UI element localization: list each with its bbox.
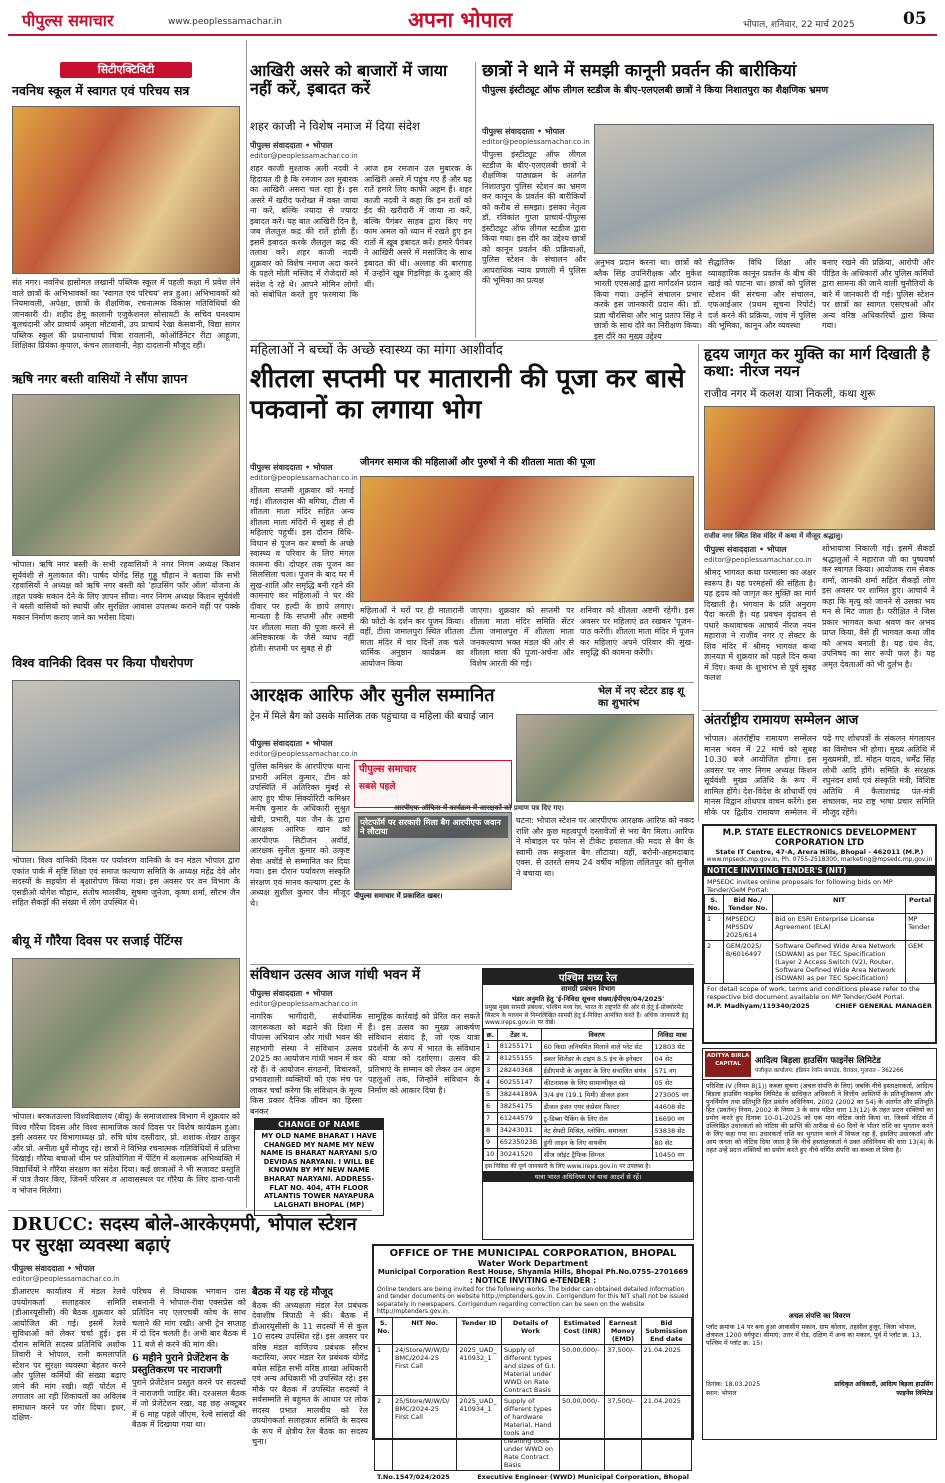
table-cell: 2 (484, 1052, 498, 1064)
table-cell: 12803 सेट (652, 1040, 692, 1052)
sheetla-article (250, 344, 694, 678)
byline: पीपुल्स संवाददाता • भोपाल (12, 1264, 95, 1273)
table-cell: 38254175 (497, 1100, 541, 1112)
ad-property: प्लॉट क्रमांक 14 पर बना हुआ आवासीय मकान, ग्राम कोलार, तहसील हुजूर, जिला भोपाल, क्षेत्रफल 1200 वर्गफुट। सीमाएं: उत्तर में रोड, दक्षिण में अन्य का मकान, पूर्व में प्लॉट क्र. 13, पश्चिम में प्लॉट क्र. 15। (706, 1323, 922, 1347)
ad-dept: Water Work Department (477, 1259, 589, 1268)
table-cell: 1 (484, 1040, 498, 1052)
table-cell: 4 (484, 1076, 498, 1088)
byline: पीपुल्स संवाददाता • भोपाल (250, 989, 333, 998)
ad-intro: प्रमुख मुख्य सामग्री प्रबंधक, पश्चिम मध्य रेल, भारत के राष्ट्रपति की ओर से हेतु ई-प्रोक्योरमेंट सिस्टम के माध्यम से निम्नलिखित सामग्री हेतु ई-निविदा आमंत्रित करते हैं। अधिक जानकारी हेतु www.ireps.gov.in पर देखें। (485, 1004, 689, 1026)
col-header: S. No. (375, 1317, 393, 1344)
article-headline: शीतला सप्तमी पर मातारानी की पूजा कर बासे पकवानों का लगाया भोग (250, 364, 685, 426)
arif-article (250, 686, 514, 962)
table-cell: 21.04.2025 (641, 1395, 691, 1470)
table-cell: डीजल इंजन एयर कंप्रेसर फिल्टर (541, 1100, 652, 1112)
law-students-article (478, 61, 937, 341)
table-cell: नेट सेफ्टी मिश्रित, ग्लोविंग, समानता (541, 1124, 652, 1136)
table-cell: 5 (484, 1088, 498, 1100)
ad-heading: M.P. STATE ELECTRONICS DEVELOPMENT CORPORATION LTD (722, 828, 917, 848)
byline: पीपुल्स संवाददाता • भोपाल (250, 141, 333, 150)
table-cell: 3/4 इंच (19.1 मिमी) डीजल इंजन (541, 1088, 652, 1100)
table-cell: MP Tender (906, 914, 935, 941)
table-row (484, 1100, 693, 1112)
photo-caption: जीनगर समाज की महिलाओं और पुरुषों ने की शीतला माता की पूजा (360, 457, 596, 468)
article-headline: छात्रों ने थाने में समझी कानूनी प्रवर्तन की बारीकियां (482, 61, 797, 81)
article-body: शोभायात्रा निकाली गई। इसमें सैकड़ों श्रद्धालुओं ने महाराज जी का पुष्पवर्षा कर स्वागत किया। आयोजक राम सेवक शर्मा, जानकी शर्मा सहित सैकड़ों लोग इस अवसर पर शामिल हुए। आचार्य ने कहा कि मृत्यु को जानने से उसका भय मन से मिट जाता है। परीक्षित ने जिस प्रकार भागवत कथा श्रवण कर अभय प्राप्त किया, वैसे ही भागवत कथा जीव को अभय बनाती है। यह ग्रंथ वेद, उपनिषद का सार रूपी फल है। यह अमृत देवताओं को भी दुर्लभ है। (822, 544, 935, 669)
article-deck: शहर काजी ने विशेष नमाज में दिया संदेश (250, 119, 420, 133)
ad-body: परिशिष्ट IV (नियम 8(1)) कब्जा सूचना (अचल संपत्ति के लिए) जबकि नीचे हस्ताक्षरकर्ता, आदित्य बिड़ला हाउसिंग फाइनेंस लिमिटेड के प्राधिकृत अधिकारी ने वित्तीय आस्तियों के प्रतिभूतिकरण और पुनर्निर्माण तथा प्रतिभूति हित प्रवर्तन अधिनियम, 2002 (2002 का 54) के अंतर्गत और प्रतिभूति हित (प्रवर्तन) नियम, 2002 के नियम 3 के साथ पठित धारा 13(12) के तहत प्रदत्त शक्तियों का प्रयोग करते हुए दिनांक 10-01-2025 को एक मांग नोटिस जारी किया था, जिसमें नोटिस में उल्लिखित उधारकर्ता को नोटिस की प्राप्ति की तारीख से 60 दिनों के भीतर राशि का भुगतान करने के लिए कहा गया था। उधारकर्ता राशि का भुगतान करने में विफल रहा है, इसलिए उधारकर्ता और आम जनता को नोटिस दिया जाता है कि नीचे हस्ताक्षरकर्ता ने उक्त अधिनियम की धारा 13(4) के तहत उन्हें प्रदत्त शक्तियों का प्रयोग करते हुए नीचे वर्णित संपत्ति का कब्जा ले लिया है। (706, 1082, 933, 1154)
table-cell: 571 नग (652, 1064, 692, 1076)
table-cell: 16690 नग (652, 1112, 692, 1124)
email-link[interactable]: editor@peoplessamachar.co.in (704, 556, 812, 564)
article-title: ऋषि नगर बस्ती वासियों ने सौंपा ज्ञापन (12, 371, 188, 386)
company-address: पंजीकृत कार्यालय: इंडियन रेयॉन कंपाउंड, वेरावल, गुजरात - 362266 (755, 1067, 904, 1074)
article-body: शनिवार को शीतला अष्टमी रहेगी। इस अवसर पर महिलाएं व्रत रखकर 'पूजन-पाठ करेंगी। शीतला माता मंदिर में पूजन कर महिलाएं अपने परिवार की सुख-समृद्धि की कामना करेंगी। (580, 606, 694, 657)
email-link[interactable]: editor@peoplessamachar.co.in (250, 750, 358, 758)
ad-footer: इस निविदा की पूर्ण जानकारी के लिए www.ireps.gov.in पर उपलब्ध है। (485, 1162, 651, 1170)
table-cell: 81255171 (497, 1040, 541, 1052)
table-row (484, 1136, 693, 1148)
dateline: भोपाल, शनिवार, 22 मार्च 2025 (743, 20, 855, 30)
rpf-honour-photo (516, 714, 694, 802)
table-cell: 2 (705, 941, 724, 984)
table-cell: Bid on ESRI Enterprise License Agreement (ELA) (773, 914, 906, 941)
table-row (484, 1076, 693, 1088)
ad-subheading: अचल संपत्ति का विवरण (788, 1312, 851, 1320)
table-cell: 44608 सेट (652, 1100, 692, 1112)
page-number: 05 (903, 9, 927, 29)
article-body: बनाए रखने की प्रक्रिया, आरोपी और पीड़ित के अधिकारों और पुलिस कर्मियों द्वारा सामना की जाने वाली चुनौतियों के बारे में जानकारी दी गई। पुलिस स्टेशन पर छात्रों का स्वागत एसएचओ और अन्य वरिष्ठ अधिकारियों द्वारा किया गया। (822, 258, 934, 330)
ad-place: स्थान: भोपाल (706, 1390, 737, 1397)
drucc-article (8, 1210, 372, 1446)
article-body: संत नगर। नवनिध हासोमल लखानी पब्लिक स्कूल में पहली कक्षा में प्रवेश लेने वाले छात्रों के अभिभावकों का 'स्वागत एवं परिचय' सत्र हुआ। अभिभावकों को नियमावली, अपेक्षा, छात्रों के शैक्षणिक, रचनात्मक विकास गतिविधियों की जानकारी दी। शहीद हेमू कालानी एजुकेशनल सोसायटी के सचिव घनश्याम बूलचंदानी और प्राचार्य अमृता मोटवानी, उप प्राचार्य रेखा केसवानी, विद्या सागर पब्लिक स्कूल की प्रधानाचार्या चित्रा रावलानी, कोऑर्डिनेटर रीटा आहूजा, शिक्षिका प्रियंका कृपाल, कंचन लालवानी, नेहा दादलानी मौजूद रहीं। (12, 278, 240, 350)
table-cell: Software Defined Wide Area Network (SDWAN) as per TEC Specification (Layer 2 Access Switch (V2), Router, Software Defined Wide Area Network (SDWAN) as per TEC Specification) (773, 941, 906, 984)
col-header: S. No. (705, 895, 724, 914)
table-cell: 05 सेट (652, 1076, 692, 1088)
article-body: भोपाल। ऋषि नगर बस्ती के सभी रहवासियों ने नगर निगम अध्यक्ष किशन सूर्यवंशी से मुलाकात की। पार्षद योगेंद्र सिंह गुड्डू चौहान ने बताया कि सभी रहवासियों ने अध्यक्ष को ऋषि नगर बस्ती को 'हाउसिंग फॉर ऑल' योजना के तहत पक्के मकान देने के लिए ज्ञापन सौंपा। नगर निगम अध्यक्ष किशन सूर्यवंशी ने बस्ती वासियों को स्थायी और सुरक्षित आवास उपलब्ध कराने वहीं पर पक्के मकान निर्माण कराए जाने का भरोसा दिया। (12, 560, 240, 622)
subheading: 6 महीने पुराने प्रेजेंटेशन के प्रस्तुतिकरण पर नाराजगी (132, 1353, 229, 1376)
table-row (705, 941, 935, 984)
bmc-table (374, 1317, 692, 1471)
article-body: सैद्धांतिक विधि शिक्षा और व्यावहारिक कानून प्रवर्तन के बीच की खाई को पाटना था। छात्रों को पुलिस स्टेशन की संरचना और संचालन, एफआईआर (प्रथम सूचना रिपोर्ट) दर्ज करने की प्रक्रिया, जांच में पुलिस की भूमिका, कानून और व्यवस्था (708, 258, 816, 330)
mpsedc-table (704, 894, 935, 984)
article-body: पुराने प्रेजेंटेशन प्रस्तुत करने पर सदस्यों ने नाराजगी जाहिर की। दरअसल बैठक में जो प्रेजेंटेशन रखा, वह छह अक्टूबर में 6 माह पहले जीएम, रेल्वे सांसदों की बैठक में दिखाया गया था। (132, 1378, 246, 1429)
table-cell: 50,00,000/- (560, 1344, 605, 1395)
table-cell: 8 (484, 1124, 498, 1136)
table-cell: 65235023B (497, 1136, 541, 1148)
email-link[interactable]: editor@peoplessamachar.co.in (250, 152, 358, 160)
table-row (375, 1344, 692, 1395)
table-cell: 6 (484, 1100, 498, 1112)
market-article (250, 62, 472, 338)
article-body: बैठक की अध्यक्षता मंडल रेल प्रबंधक देवाशीष त्रिपाठी ने की। बैठक में डीआरयूसीसी के 11 सदस्यों में से कुल 10 सदस्य उपस्थित रहे। इस अवसर पर वरिष्ठ मंडल वाणिज्य प्रबंधक सौरभ कटारिया, अपर मंडल रेल प्रबंधक योगेंद्र बघेल सहित सभी वरिष्ठ शाखा अधिकारी एवं अन्य अधिकारी भी उपस्थित रहे। इस मौके पर बैठक में उपस्थित सदस्यों ने सर्वसम्मति से बहुमत के आधार पर लोक सदस्य प्रभात मालवीय को रेल उपयोगकर्ता सलाहकार समिति के सदस्य के रूप में क्षेत्रीय रेल बैठक का सदस्य चुना। (252, 1300, 368, 1446)
article-headline: आखिरी असरे को बाजारों में जाया नहीं करें, इबादत करें (250, 61, 448, 99)
table-cell: 30241520 (497, 1148, 541, 1160)
article-body: परिचय से विधायक भगवान दास सबनानी ने भोपाल-रीवा एक्सप्रेस को प्रतिदिन नए एलएचबी कोच के साथ चलाने की मांग रखी। अभी ट्रेन सप्ताह में दो दिन चलती है। अभी बार बैठक में 11 बजे से करने की मांग की। (132, 1287, 246, 1349)
samvidhan-article (250, 968, 480, 1220)
name-change-ad (254, 1118, 384, 1216)
table-cell: टू-डिब्बा पैकिंग के लिए रोल (541, 1112, 652, 1124)
masthead (8, 4, 937, 36)
ad-address: State IT Centre, 47-A, Arera Hills, Bhopal - 462011 (M.P.) (715, 848, 924, 856)
photo-caption: आरपीएफ ऑफिस में कार्यक्रम में आरक्षकों को प्रमाण पत्र दिए गए। (394, 804, 564, 812)
table-cell: 273005 नग (652, 1088, 692, 1100)
table-cell: 25/Store/W/W/D/ BMC/2024-25 First Call (393, 1395, 457, 1470)
table-cell: 34243031 (497, 1124, 541, 1136)
article-body: पुलिस कमिश्नर के आरपीएफ थाना प्रभारी अनिल कुमार, टीम को उपस्थिति में अतिरिक्त मुंबई से आए हुए चीफ सिक्योरिटी कमिश्नर मनीष कुमार के अधिकारी सुश्रुत खेत्री, प्रभारी, यश जैन के द्वारा आरक्षक आरिफ खान को आरपीएफ सिटीजन अवॉर्ड, आरक्षक सुनील कुमार को उत्कृष्ट सेवा अवॉर्ड से सम्मानित कर दिया गया। इस दौरान पर्यावरण संस्कृति संरक्षण एवं मानव कल्याण ट्रस्ट के अध्यक्ष सुशील कुमार जैन मौजूद थे। (250, 762, 350, 908)
col-header: Bid Submission End date (641, 1317, 691, 1344)
plantation-photo (12, 680, 240, 852)
article-title: विश्व वानिकी दिवस पर किया पौधरोपण (12, 655, 193, 670)
article-body: डीआरएम कार्यालय में मंडल रेलवे उपयोगकर्ता सलाहकार समिति (डीआरयूसीसी) की बैठक शुक्रवार को आयोजित की गई। इसमें रेलवे सुविधाओं को लेकर चर्चा हुई। इस दौरान समिति सदस्य प्रतिनिधि अशोक तिवारी ने भोपाल, रानी कमलापति स्टेशन पर सुरक्षा व्यवस्था बेहतर करने और पुलिस कर्मियों की संख्या बढ़ाए जाने की मांग रखी। वहीं पोर्टल में लगातार आ रही शिकायतों का अविलंब समाधान करने पर जोर दिया। इधर, दक्षिण- (12, 1287, 126, 1422)
table-cell: 1 (705, 914, 724, 941)
table-cell: 38244189A (497, 1088, 541, 1100)
table-cell: 2025_UAD_ 410934_1 (457, 1395, 502, 1470)
table-cell: 80 सेट (652, 1136, 692, 1148)
mpsedc-tender-ad (702, 824, 937, 1044)
byline: पीपुल्स संवाददाता • भोपाल (482, 127, 565, 136)
clipping-headline: प्लेटफॉर्म पर सरकारी मिला बैग आरपीएफ जवान ने लौटाया (358, 816, 508, 838)
article-headline: संविधान उत्सव आज गांधी भवन में (250, 967, 421, 983)
table-cell: 53838 सेट (652, 1124, 692, 1136)
article-body: नागरिक भागीदारी, सर्वधार्मिक जागरूकता को बढ़ाने की दिशा में पीपल्स अभियान और गांधी भवन की सहभागी संस्था ने संविधान उत्सव 2025 का आयोजन गांधी भवन में कर रहे हैं। वे आयोजन संगठनों, विचारकों, प्रभावशाली व्यक्तियों को एक मंच पर लाकर चर्चा करेगा कि संविधान के मूल्य किस प्रकार दैनिक जीवन का हिस्सा बनकर (250, 1012, 362, 1116)
col-header: निविदा मात्रा (652, 1028, 692, 1040)
sheetla-puja-photo (360, 476, 694, 602)
badge-title: पीपुल्स समाचार (359, 764, 417, 775)
table-cell: डूंगी लाइन के लिए वायवीय (541, 1136, 652, 1148)
aditya-birla-ad (702, 1048, 937, 1440)
col-header: Estimated Cost (INR) (560, 1317, 605, 1344)
email-link[interactable]: editor@peoplessamachar.co.in (250, 1000, 358, 1008)
table-cell: 37,500/- (605, 1344, 641, 1395)
article-body: श्रीमद् भागवत कथा परमात्मा का अक्षर स्वरूप है। यह परमहंसों की संहिता है। यह हृदय को जागृत कर मुक्ति का मार्ग दिखाती है। भगवान के प्रति अनुराग पैदा करती है। यह प्रवचन वृंदावन से पधारे कथावाचक आचार्य नीरज नयन महाराज ने राजीव नगर ए सेक्टर के शिव मंदिर में श्रीमद् भागवत कथा ज्ञानयज्ञ में शुक्रवार को पहले दिन कथा में दिए। कथा के शुभारंभ से पूर्व सुबह कलश (704, 568, 816, 682)
table-cell: 3 (484, 1064, 498, 1076)
article-body: शहर काजी मुश्ताक अली नदवी ने हिदायत दी है कि रमजान उल मुबारक का आखिरी असरा चल रहा है। इस असरे में खरीद फरोख्त में वक्त जाया ना करें, बल्कि ज्यादा से ज्यादा इबादत करें। यह बात आखिरी दिन है, जब लैलतुल कद्र की रातें होती हैं। इसमें इबादत करके लैलतुल कद्र की तलाश करें। शहर काजी नदवी शुक्रवार को विशेष नमाज अदा करने के पहले मोती मस्जिद में रोजेदारों को संदेश दे रहे थे। आपने मोमिन लोगों को संबोधित करते हुए फरमाया कि आज हम रमजान उल मुबारक के आखिरी असरे में पहुंच गए हैं और यह रातें हमारे लिए काफी अहम हैं। शहर काजी नदवी ने कहा कि इन रातों को ईद की खरीदारी में जाया ना करें, बल्कि पैगंबर साहब द्वारा किए गए काम अमल को ध्यान में रखते हुए इन रातों में खूब इबादत करें। हमारे पैगंबर ने आखिरी असरे में मसाजिद के साथ इबादत की थी। अल्लाह की बारगाह में उन्होंने खूब गिड़गिड़ा के दुआएं की थीं। (250, 164, 472, 299)
ad-body: MY OLD NAME BHARAT I HAVE CHANGED MY NAME MY NEW NAME IS BHARAT NARYANI S/O DEVIDAS NARYANI. I WILL BE KNOWN BY MY NEW NAME BHARAT NARYANI. ADDRESS- FLAT NO. 404, 4TH FLOOR ATLANTIS TOWER NAYAPURA LALGHATI BHOPAL (MP) (260, 1132, 378, 1209)
col-header: NIT (773, 895, 906, 914)
katha-article (702, 344, 937, 822)
table-cell: 61244579 (497, 1112, 541, 1124)
table-row (484, 1052, 693, 1064)
ad-notice: भंडार अनुमति हेतु 'ई-निविदा सूचना संख्या/ईपीएस/04/2025' (511, 995, 665, 1003)
article-body: अनुभव प्रदान करना था। छात्रों को ब्लैक सिंह उपनिरीक्षक और मुकेश भारती एएसआई द्वारा मार्गदर्शन प्रदान किया गया। उन्होंने संचालन प्रभार करके इस जानकारी प्रदान की। डॉ. प्रज्ञा चौरसिया और भानु प्रताप सिंह ने छात्रों के साथ दौरे का निरीक्षण किया। इस दौरे का मुख्य उद्देश्य (594, 258, 702, 341)
table-cell: 50,00,000/- (560, 1395, 605, 1470)
article-headline: भेल में नए स्टेटर डाइ शू का शुभारंभ (598, 686, 684, 709)
article-body: घटना: भोपाल स्टेशन पर आरपीएफ आरक्षक आरिफ को नकद राशि और कुछ महत्वपूर्ण दस्तावेजों से भरा बैग मिला। आरिफ ने मोबाइल पर फोन से टीकेट हवालात की मदद से बैग के स्वामी तक सकुशल बैग लौटाया। वहीं, बरोनी-अहमदाबाद एक्स. से उतरते समय 24 वर्षीय महिला ललितपुर को सुनील ने बचाया था। (516, 816, 694, 878)
bmc-tender-ad (372, 1244, 694, 1481)
paper-name: पीपुल्स समाचार (22, 11, 114, 30)
brand-badge (354, 760, 512, 808)
article-deck: पीपुल्स इंस्टीट्यूट ऑफ लीगल स्टडीज के बीए-एलएलबी छात्रों ने किया निशातपुरा का शैक्षणिक भ्रमण (482, 85, 829, 96)
website[interactable]: www.peoplessamachar.in (168, 17, 282, 27)
byline: पीपुल्स संवाददाता • भोपाल (704, 545, 787, 554)
table-row (705, 914, 935, 941)
table-cell: 9 (484, 1136, 498, 1148)
col-header: Portal (906, 895, 935, 914)
col-header: विवरण (541, 1028, 652, 1040)
article-kicker: महिलाओं ने बच्चों के अच्छे स्वास्थ्य का मांगा आशीर्वाद (250, 343, 503, 358)
table-cell: 2025_UAD_ 410932_1 (457, 1344, 502, 1395)
col-header: NIT No. (393, 1317, 457, 1344)
school-photo (12, 106, 240, 274)
table-row (484, 1040, 693, 1052)
email-link[interactable]: editor@peoplessamachar.co.in (482, 138, 590, 146)
article-headline: हृदय जागृत कर मुक्ति का मार्ग दिखाती है कथा: नीरज नयन (704, 345, 930, 381)
ad-footer: For detail scope of work, terms and conditions please refer to the respective bid document available on MP Tender/GeM Portal. (707, 985, 920, 1001)
table-cell: 7 (484, 1112, 498, 1124)
article-body: जाएगा। शुक्रवार को सप्तमी पर शीतला माता मंदिर समिति सेंटर टीला जमालपुरा में शीतला माता जनकल्याण भक्त मंडल की ओर से शीतला माता की पूजा-अर्चना और विशेष आरती की गई। (470, 606, 574, 668)
ad-signature: Executive Engineer (WWD) Municipal Corporation, Bhopal (477, 1472, 689, 1481)
table-cell: 10 (484, 1148, 498, 1160)
ad-notice: NOTICE INVITING TENDER'S (NIT) (704, 865, 935, 876)
article-title: नवनिध स्कूल में स्वागत एवं परिचय सत्र (12, 83, 190, 98)
table-cell: ईडीएमपी के अनुसार के लिए संचालित संयंत्र (541, 1064, 652, 1076)
table-cell: कीटनाशक के लिए सामान्यीकृत स्प्रे (541, 1076, 652, 1088)
article-body: पीपुल्स इंस्टीट्यूट ऑफ लीगल स्टडीज के बीए-एलएलबी छात्रों ने शैक्षणिक पाठ्यक्रम के अंतर्गत निशातपुरा पुलिस स्टेशन का भ्रमण कर कानून के प्रवर्तन की बारीकियों को करीब से समझा। इसका नेतृत्व डॉ. रविकांत गुप्ता प्राचार्य-पीपुल्स इंस्टीट्यूट ऑफ लीगल स्टडीज द्वारा किया गया। इस दौरे का उद्देश्य छात्रों को कानून प्रवर्तन की प्रक्रियाओं, पुलिस स्टेशन के संचालन और आपराधिक न्याय प्रणाली में पुलिस की भूमिका का प्रत्यक्ष (482, 150, 586, 285)
article-headline: आरक्षक आरिफ और सुनील सम्मानित (250, 685, 495, 706)
table-cell: डबल सिलेंडर के टाइप 8.5 इंच के इनेक्टर (541, 1052, 652, 1064)
email-link[interactable]: editor@peoplessamachar.co.in (12, 1275, 120, 1283)
table-cell: GEM (906, 941, 935, 984)
table-cell: 2 (375, 1395, 393, 1470)
ad-signature: CHIEF GENERAL MANAGER (835, 1002, 932, 1010)
photo-caption: राजीव नगर स्थित शिव मंदिर में कथा में मौजूद श्रद्धालु। (704, 532, 843, 540)
table-cell: 37,500/- (605, 1395, 641, 1470)
bhel-headline-box (598, 686, 694, 712)
article-title: बीयू में गौरैया दिवस पर सजाई पेंटिंग्स (12, 933, 183, 948)
col-header: क्र. (484, 1028, 498, 1040)
byline: पीपुल्स संवाददाता • भोपाल (250, 739, 333, 748)
table-cell: GEM/2025/ B/6016497 (723, 941, 772, 984)
table-cell: सीज जॉइंट ट्रैफिक सिग्नल (541, 1148, 652, 1160)
table-row (484, 1088, 693, 1100)
article-body: महिलाओं ने घरों पर ही मातारानी की फोटो के दर्शन कर पूजन किया। वहीं, टीला जमालपुरा स्थित शीतला माता मंदिर में चार दिनों तक चले धार्मिक अनुष्ठान कार्यक्रम का आयोजन किया (360, 606, 464, 668)
table-row (375, 1395, 692, 1470)
col-header: टेंडर न. (497, 1028, 541, 1040)
table-row (484, 1064, 693, 1076)
section-title: अपना भोपाल (408, 7, 513, 32)
ad-intro: MPSEDC invites online proposals for following bids on MP Tender/GeM Portal: (707, 878, 893, 894)
memorandum-photo (12, 394, 240, 556)
email-link[interactable]: editor@peoplessamachar.co.in (250, 474, 358, 482)
ad-reference: M.P. Madhyam/119340/2025 (707, 1002, 810, 1010)
col-header: Tender ID (457, 1317, 502, 1344)
table-cell: 60255147 (497, 1076, 541, 1088)
sparrow-day-photo (12, 958, 240, 1108)
article-body: भोपाल। विश्व वानिकी दिवस पर पर्यावरण वानिकी के वन मंडल भोपाल द्वारा एकांत पार्क में सृष्टि शिक्षा एवं समाज कल्याण समिति के अध्यक्ष महेंद्र देवे और सदस्यों के सहयोग से बृक्षारोपण किया गया। इस अवसर पर वन विभाग के एसडीओ योगेश चौहान, संतोष मालवीय, सुषमा जुनेजा, कृष्ण शर्मा, सौरभ जैन सहित सैकड़ों की संख्या में लोग उपस्थित थे। (12, 856, 240, 907)
subheading: बैठक में यह रहे मौजूद (252, 1287, 333, 1298)
company-name: आदित्य बिड़ला हाउसिंग फाइनेंस लिमिटेड (755, 1055, 881, 1066)
table-cell: 60 किग्रा अनियमित मिलाने वाले प्लेट सेट (541, 1040, 652, 1052)
table-cell: 1 (375, 1344, 393, 1395)
article-deck: ट्रेन में मिले बैग को उसके मालिक तक पहुंचाया व महिला की बचाई जान (250, 711, 494, 722)
railway-tender-ad (482, 968, 694, 1240)
table-cell: 28240368 (497, 1064, 541, 1076)
article-body: शीतला सप्तमी शुक्रवार को मनाई गई। शीतलदास की बगिया, टीला में शीतला माता मंदिर सहित अन्य शीतला माता मंदिरों में सुबह से ही महिलाएं पहुंचीं। इस दौरान विधि-विधान से पूजन कर बच्चों के अच्छे स्वास्थ्य व परिवार के लिए मंगल कामना की। दोपहर तक पूजन का सिलसिला चला। पूजन के बाद घर में सुख-शांति और समृद्धि बनी रहने की कामनाएं कर महिलाओं ने घर की दीवार पर हल्दी के छापे लगाए। मान्यता है कि सप्तमी और अष्टमी पर शीतला माता की पूजा करने से अनिष्टकारक के जैसे व्याध नहीं होती। सप्तमी पर सुबह से ही (250, 486, 354, 653)
badge-subtitle: सबसे पहले (359, 781, 396, 792)
kalash-yatra-photo (704, 406, 935, 530)
col-header: Details of Work (501, 1317, 559, 1344)
railway-table (483, 1028, 693, 1161)
article-body: भोपाल। अंतर्राष्ट्रीय रामायण सम्मेलन मानस भवन में 22 मार्च को सुबह 10.30 बजे आयोजित होगा। इस अवसर पर नगर निगम अध्यक्ष किशन सूर्यवंशी मुख्य अतिथि के रूप में शामिल होंगे। देश-विदेश के शोधार्थी एवं मानस विद्वान शोधपत्र वाचन करेंगे। इस मौके पर द्वितीय रामायण सम्मेलन में पढ़े गए शोधपत्रों के संकलन मंगलायन का विमोचन भी होगा। मुख्य अतिथि में मुख्यमंत्री, डॉ. मोहन यादव, धर्मेंद्र सिंह लोधी आदि होंगे। समिति के संरक्षक रघुनंदन शर्मा एवं संस्कृति मंत्री, विशिष्ट अतिथि में कैलाशचंद्र पंत-मंत्री संचालक, मप्र राष्ट्र भाषा प्रचार समिति मौजूद रहेंगे। (704, 734, 935, 817)
article-deck: राजीव नगर में कलश यात्रा निकली, कथा शुरू (704, 388, 876, 400)
ad-subheading: सामग्री प्रबंधन विभाग (561, 985, 615, 993)
col-header: Earnest Money (EMD) (605, 1317, 641, 1344)
table-cell: Supply of different types of hardware Material, Hand tools and cleaning tools under WWD on Rate Contract Basis (501, 1395, 559, 1470)
article-headline: अंतर्राष्ट्रीय रामायण सम्मेलन आज (704, 713, 859, 728)
table-cell: 21.04.2025 (641, 1344, 691, 1395)
city-activity-tag: सिटीएक्टिविटी (60, 62, 192, 78)
byline: पीपुल्स संवाददाता • भोपाल (250, 463, 333, 472)
table-cell: 24/Store/W/W/D/ BMC/2024-25 First Call (393, 1344, 457, 1395)
table-cell: 04 सेट (652, 1052, 692, 1064)
ad-heading: CHANGE OF NAME (255, 1119, 383, 1130)
ad-intro: Online tenders are being invited for the following works. The bidder can obtained detailed information and tender documents on website http://mptenders.gov.in. Corrigendum for this NIT shall not be issued separately in newspapers. Corrigendum regarding correction can be seen on the website http://mptenders.gov.in. (377, 1286, 689, 1316)
ad-reference: T.No.1547/024/2025 (377, 1472, 450, 1481)
table-cell: 10450 नग (652, 1148, 692, 1160)
col-header: Bid No./ Tender No. (723, 895, 772, 914)
ad-slogan: यात्रा भारत अधिनियम एवं यात्रा आदर्श से रहें। (483, 1171, 693, 1182)
ad-address: Municipal Corporation Rest House, Shyamla Hills, Bhopal Ph.No.0755-2701669 (377, 1268, 689, 1276)
ad-notice: : NOTICE INVITING e-TENDER : (469, 1276, 597, 1285)
clipping-caption: पीपुल्स समाचार में प्रकाशित खबर। (354, 892, 443, 900)
article-body: सामूहिक कार्रवाई को प्रेरित कर सकते हैं। इस उत्सव का मुख्य आकर्षण संविधान संवाद है, जो एक यात्रा प्रदर्शनी के रूप में भारत के संविधान की यात्रा को दर्शाएगा। उत्सव की प्रतिभाएं के सम्मान को लेकर उन अहम पहलुओं तक, जिन्होंने संविधान के निर्माण को आकार दिया है। (368, 1012, 480, 1095)
table-cell: MPSEDC/ MPSSDV 2025/614 (723, 914, 772, 941)
ad-signature: प्राधिकृत अधिकारी, आदित्य बिड़ला हाउसिंग फाइनेंस लिमिटेड (834, 1381, 933, 1397)
table-row (484, 1148, 693, 1160)
table-row (484, 1124, 693, 1136)
article-headline: DRUCC: सदस्य बोले-आरकेएमपी, भोपाल स्टेशन पर सुरक्षा व्यवस्था बढ़ाएं (12, 1214, 357, 1256)
company-logo: ADITYA BIRLA CAPITAL (705, 1051, 751, 1077)
police-station-photo (594, 124, 934, 254)
table-cell: 81255155 (497, 1052, 541, 1064)
article-body: भोपाल। बरकतउल्ला विश्वविद्यालय (बीयू) के समाजशास्त्र विभाग में शुक्रवार को विश्व गौरैया दिवस और विश्व सामाजिक कार्य दिवस पर विशेष कार्यक्रम हुआ। इसी अवसर पर विभागाध्यक्ष प्रो. रुचि घोष दस्तीदार, प्रो. शशांक शेखर ठाकुर और प्रो. अनीता धुर्वे मौजूद रहे। छात्रों ने विभिन्न रचनात्मक गतिविधियों में प्रतिभा दिखाई। गौरैया बचाओ थीम पर प्रतियोगिता में पेंटिंग में कलात्मक अभिव्यक्ति में विद्यार्थियों ने गौरैया संरक्षण का संदेश दिया। कई छात्राओं ने भी सजावट प्रस्तुति में पात्र तैयार किए, जिनमें परिसर व आवासस्थल पर गौरैया के लिए दाना-पानी व भोजन मिलेगा। (12, 1112, 240, 1195)
table-row (484, 1112, 693, 1124)
ad-heading: OFFICE OF THE MUNICIPAL CORPORATION, BHOPAL (389, 1248, 677, 1259)
ad-contact[interactable]: www.mpsedc.mp.gov.in, Ph. 0755-2518300, marketing@mpsedc.mp.gov.in (706, 856, 933, 863)
ad-heading: पश्चिम मध्य रेल (483, 969, 693, 985)
ad-date: दिनांक: 18.03.2025 (706, 1381, 761, 1388)
table-cell: Supply of different types and sizes of G.I. Material under WWD on Rate Contract Basis (501, 1344, 559, 1395)
